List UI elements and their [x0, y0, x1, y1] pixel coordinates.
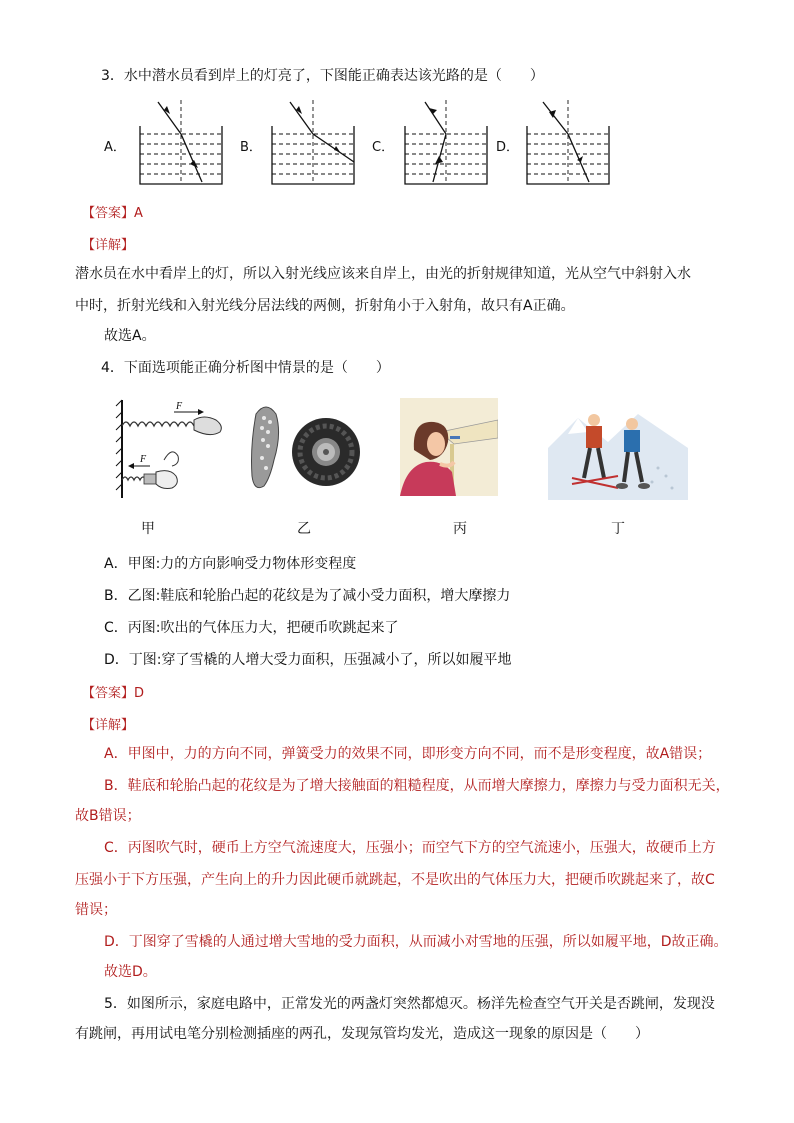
q3-option-d: D． — [496, 140, 520, 155]
q4-stem: 4．下面选项能正确分析图中情景的是（ ） — [101, 360, 390, 376]
force-label-lower: F — [140, 454, 147, 465]
shoe-tire-figure — [246, 398, 366, 500]
q4-answer-label: 【答案】D — [82, 686, 145, 701]
q4-choice-c: C．丙图:吹出的气体压力大，把硬币吹跳起来了 — [104, 620, 399, 636]
q4-explanation-line: 故B错误； — [75, 808, 141, 824]
caption-bing: 丙 — [453, 521, 467, 537]
q4-detail-label: 【详解】 — [82, 718, 135, 733]
q4-explanation-line: B．鞋底和轮胎凸起的花纹是为了增大接触面的粗糙程度，从而增大摩擦力，摩擦力与受力面积无关， — [104, 778, 730, 794]
q3-answer-label: 【答案】A — [82, 206, 143, 221]
q3-explanation-line: 中时，折射光线和入射光线分居法线的两侧，折射角小于入射角，故只有A正确。 — [75, 298, 575, 314]
blow-coin-figure — [400, 398, 498, 496]
q3-diagram-b — [270, 100, 356, 186]
q4-conclusion: 故选D。 — [104, 964, 157, 980]
q4-explanation-line: D．丁图穿了雪橇的人通过增大雪地的受力面积，从而减小对雪地的压强，所以如履平地，D故正确。 — [104, 934, 728, 950]
q3-conclusion: 故选A。 — [104, 328, 156, 344]
q5-stem-line: 有跳闸，再用试电笔分别检测插座的两孔，发现氖管均发光，造成这一现象的原因是（ ） — [75, 1026, 649, 1042]
force-label-upper: F — [176, 401, 183, 412]
q3-option-b: B． — [240, 140, 262, 155]
q4-choice-d: D．丁图:穿了雪橇的人增大受力面积，压强减小了，所以如履平地 — [104, 652, 512, 668]
q3-diagram-a — [138, 100, 224, 186]
q5-stem-line: 5．如图所示，家庭电路中，正常发光的两盏灯突然都熄灭。杨洋先检查空气开关是否跳闸，发现没 — [104, 996, 715, 1012]
caption-ding: 丁 — [611, 521, 625, 537]
q4-choice-b: B．乙图:鞋底和轮胎凸起的花纹是为了减小受力面积，增大摩擦力 — [104, 588, 511, 604]
q4-choice-a: A．甲图:力的方向影响受力物体形变程度 — [104, 556, 357, 572]
q3-option-a: A． — [104, 140, 126, 155]
q3-diagram-d — [525, 100, 611, 186]
q3-stem: 3．水中潜水员看到岸上的灯亮了，下图能正确表达该光路的是（ ） — [101, 68, 544, 84]
q4-explanation-line: A．甲图中，力的方向不同，弹簧受力的效果不同，即形变方向不同，而不是形变程度，故A错误； — [104, 746, 712, 762]
q4-explanation-line: C．丙图吹气时，硬币上方空气流速度大，压强小；而空气下方的空气流速小，压强大，故硬币上方 — [104, 840, 716, 856]
q4-explanation-line: 压强小于下方压强，产生向上的升力因此硬币就跳起，不是吹出的气体压力大，把硬币吹跳起来了，故C — [75, 872, 715, 888]
caption-jia: 甲 — [141, 521, 155, 537]
q3-diagram-c — [403, 100, 489, 186]
q3-detail-label: 【详解】 — [82, 238, 135, 253]
caption-yi: 乙 — [297, 521, 311, 537]
skiers-figure — [548, 398, 688, 500]
q4-explanation-line: 错误； — [75, 902, 117, 918]
q3-option-c: C． — [372, 140, 395, 155]
q3-explanation-line: 潜水员在水中看岸上的灯，所以入射光线应该来自岸上，由光的折射规律知道，光从空气中斜射入水 — [75, 266, 691, 282]
spring-wall-figure — [114, 398, 234, 500]
